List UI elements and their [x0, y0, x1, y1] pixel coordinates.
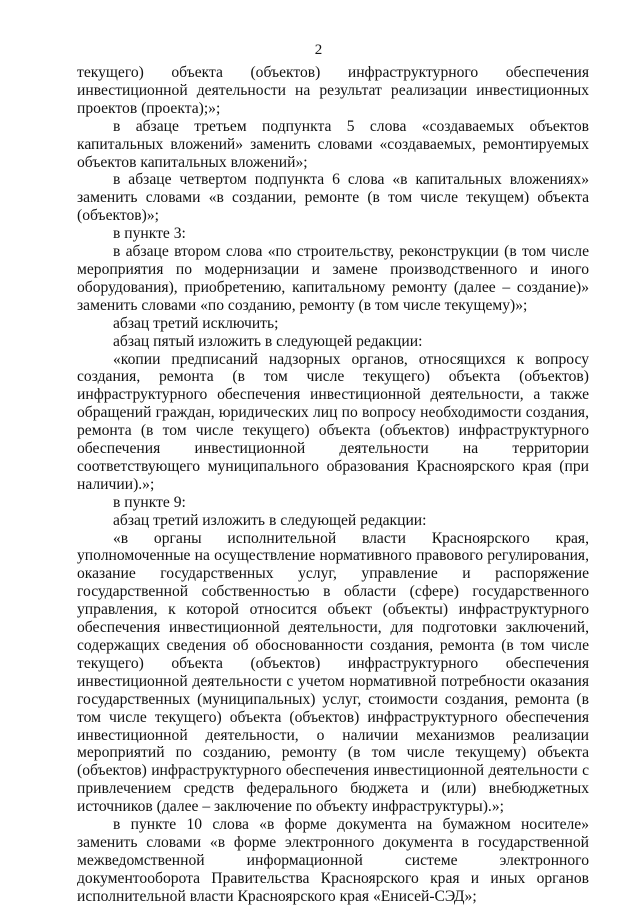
paragraph-continuation: текущего) объекта (объектов) инфраструктурного обеспечения инвестиционной деятельности на результат реализации инвестиционных проектов (проекта);»;: [77, 64, 589, 117]
paragraph-item-3-heading: в пункте 3:: [113, 225, 186, 243]
paragraph-item-3-third: абзац третий исключить;: [113, 314, 279, 332]
paragraph-subitem-5: в абзаце третьем подпункта 5 слова «создаваемых объектов капитальных вложений» заменить словами «создаваемых, ремонтируемых объектов капитальных вложений»;: [77, 117, 589, 171]
paragraph-item-9-third-text: «в органы исполнительной власти Красноярского края, уполномоченные на осуществление нормативного правового регулирования, оказание государственных услуг, управление и распоряжение государственной собственностью в области (сфере) государственного управления, к которой относится объект (объекты) инфраструктурного обеспечения инвестиционной деятельности, для подготовки заключений, содержащих сведения об обоснованности создания, ремонта (в том числе текущего) объекта (объектов) инфраструктурного обеспечения инвестиционной деятельности с учетом нормативной потребности оказания государственных (муниципальных) услуг, стоимости создания, ремонта (в том числе текущего) объекта (объектов) инфраструктурного обеспечения инвестиционной деятельности, о наличии механизмов реализации мероприятий по созданию, ремонту (в том числе текущему) объекта (объектов) инфраструктурного обеспечения инвестиционной деятельности с привлечением средств федерального бюджета и (или) внебюджетных источников (далее – заключение по объекту инфраструктуры).»;: [77, 529, 589, 816]
paragraph-item-9-third: абзац третий изложить в следующей редакции:: [113, 511, 427, 529]
paragraph-item-3-fifth: абзац пятый изложить в следующей редакции:: [113, 332, 423, 350]
paragraph-item-9-heading: в пункте 9:: [113, 493, 186, 511]
paragraph-subitem-6: в абзаце четвертом подпункта 6 слова «в капитальных вложениях» заменить словами «в создании, ремонте (в том числе текущем) объекта (объектов)»;: [77, 171, 589, 225]
document-body: [77, 64, 589, 906]
paragraph-item-10: в пункте 10 слова «в форме документа на бумажном носителе» заменить словами «в форме электронного документа в государственной межведомственной информационной системе электронного документооборота Правительства Красноярского края и иных органов исполнительной власти Красноярского края «Енисей-СЭД»;: [77, 816, 589, 905]
paragraph-item-3-second: в абзаце втором слова «по строительству, реконструкции (в том числе мероприятия по модернизации и замене производственного и иного оборудования), приобретению, капитальному ремонту (далее – создание)» заменить словами «по созданию, ремонту (в том числе текущему)»;: [77, 243, 589, 314]
paragraph-item-3-fifth-text: «копии предписаний надзорных органов, относящихся к вопросу создания, ремонта (в том числе текущего) объекта (объектов) инфраструктурного обеспечения инвестиционной деятельности, а также обращений граждан, юридических лиц по вопросу необходимости создания, ремонта (в том числе текущего) объекта (объектов) инфраструктурного обеспечения инвестиционной деятельности на территории соответствующего муниципального образования Красноярского края (при наличии).»;: [77, 350, 589, 493]
page-number: 2: [314, 42, 323, 58]
